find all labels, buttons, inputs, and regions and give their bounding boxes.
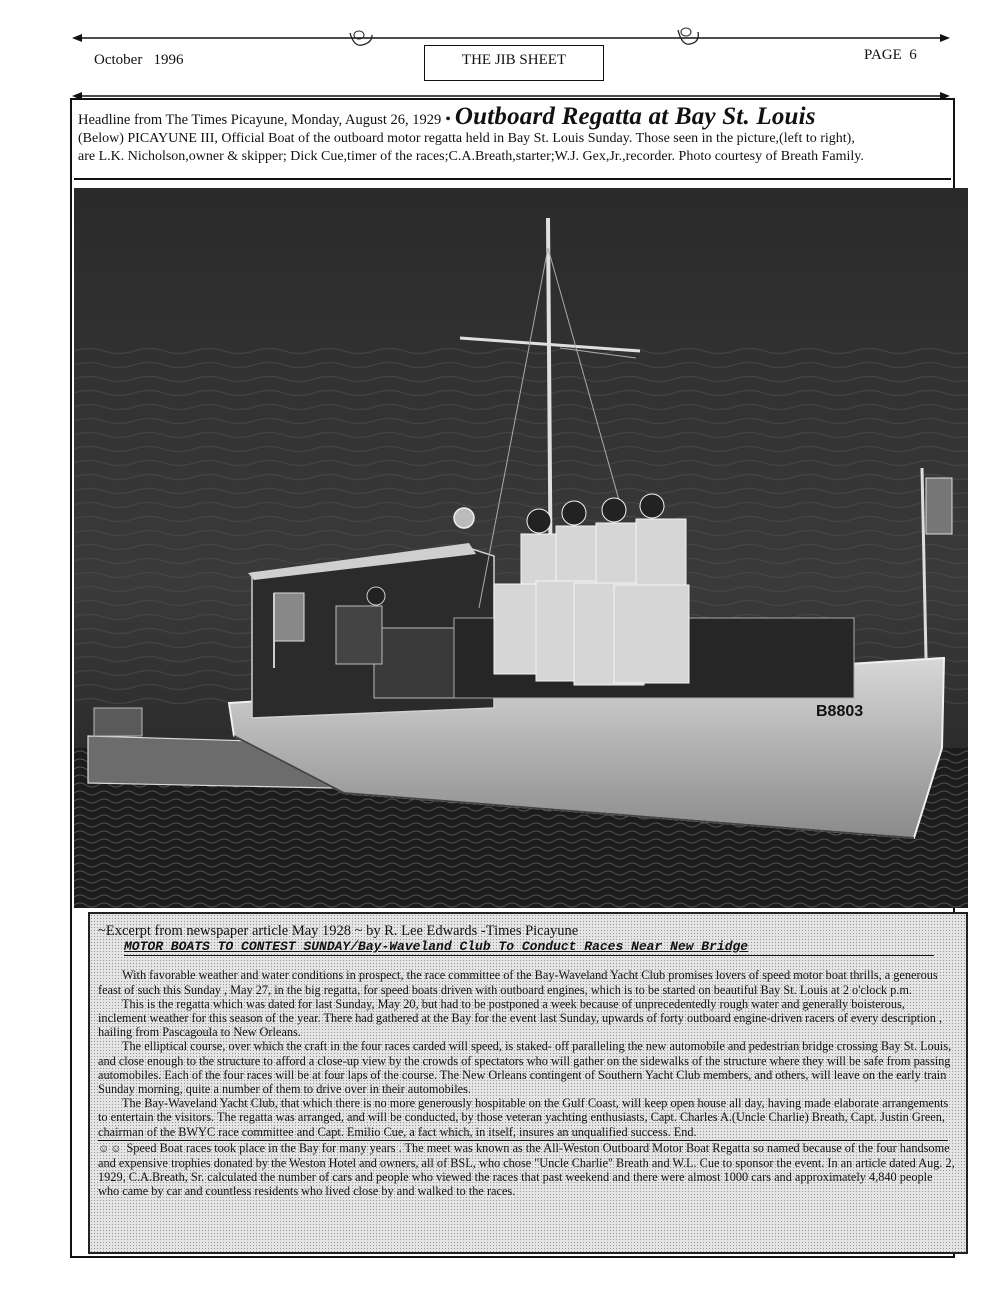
bullet-icon: • [445, 111, 451, 128]
newsletter-title-text: THE JIB SHEET [461, 52, 567, 68]
photo-caption [78, 103, 948, 166]
top-arrow-rule [72, 33, 950, 43]
caption-headline-line [78, 103, 948, 130]
binder-ring-right-icon [674, 22, 704, 55]
hull-number: B8803 [816, 703, 864, 720]
binder-ring-left-icon [346, 25, 376, 56]
article-paragraph: The Bay-Waveland Yacht Club, that which there is no more generously hospitable on the Gulf Coast, will keep open house all day, having made elaborate arrangements to entertain the visitors. The regatta was arranged, and will be conducted, by those veteran yachting enthusiasts, Capt. Charles A.(Uncle Charlie) Breath, Capt. Justin Green, chairman of the BWYC race committee and Capt. Emilio Cue, a fact which, in itself, insures an unqualified success. End. [98, 1096, 949, 1139]
newspaper-excerpt [88, 912, 968, 1254]
smiley-icon: ☺☺ [98, 1142, 123, 1155]
article-headline: MOTOR BOATS TO CONTEST SUNDAY/Bay-Waveland Club To Conduct Races Near New Bridge [124, 940, 934, 956]
article-paragraph: The elliptical course, over which the craft in the four races carded will speed, is staked- off paralleling the new automobile and pedestrian bridge crossing Bay St. Louis, and close enough to the structure to afford a close-up view by the crowds of spectators who will gather on the sidewalks of the structure where they will be safe from passing automobiles. Each of the four races will be at four laps of the course. The New Orleans contingent of Southern Yacht Club members, and others, will leave on the early train Sunday morning, quite a number of them to drive over in their automobiles. [98, 1039, 952, 1097]
caption-rule [74, 178, 951, 180]
article-paragraph: With favorable weather and water conditions in prospect, the race committee of the Bay-Waveland Yacht Club promises lovers of speed motor boat thrills, a generous feast of such this Sunday , May 27, in the big regatta, for speed boats driven with outboard engines, which is to be started on beautiful Bay St. Louis at 2 o'clock p.m. [98, 968, 938, 997]
editor-note-text: Speed Boat races took place in the Bay for many years . The meet was known as the All-Weston Outboard Motor Boat Regatta so named because of the four handsome and expensive trophies donated by the Weston Hotel and owners, all of BSL, who chose "Uncle Charlie" Breath and W.L. Cue to sponsor the event. In an article dated Aug. 2, 1929, C.A.Breath, Sr. calculated the number of cars and people who viewed the races that past weekend and there were almost 1000 cars and approximately 4,840 people who came by car and countless residents who lived close by and walked to the races. [98, 1140, 955, 1199]
newsletter-title [424, 45, 604, 81]
issue-date: October 1996 [94, 52, 184, 68]
article-paragraph: This is the regatta which was dated for last Sunday, May 20, but had to be postponed a week because of unprecedentedly rough water and generally boisterous, inclement weather for this season of the year. There had gathered at the Bay for the event last Sunday, upwards of forty outboard engine-driven racers of every description , hailing from Pascagoula to New Orleans. [98, 996, 943, 1040]
caption-line-2: (Below) PICAYUNE III, Official Boat of the outboard motor regatta held in Bay St. Louis Sunday. Those seen in the picture,(left to right), [78, 131, 855, 146]
boat-photo [74, 188, 968, 908]
caption-headline: Outboard Regatta at Bay St. Louis [454, 103, 816, 130]
caption-line-3: are L.K. Nicholson,owner & skipper; Dick Cue,timer of the races;C.A.Breath,starter;W.J. Gex,Jr.,recorder. Photo courtesy of Breath Family. [78, 149, 864, 164]
page-number: PAGE 6 [864, 47, 917, 63]
article-source: ~Excerpt from newspaper article May 1928 ~ by R. Lee Edwards -Times Picayune [98, 923, 579, 939]
editor-note [98, 1141, 956, 1199]
article-body [98, 968, 956, 1198]
caption-source: Headline from The Times Picayune, Monday, August 26, 1929 [78, 112, 442, 128]
